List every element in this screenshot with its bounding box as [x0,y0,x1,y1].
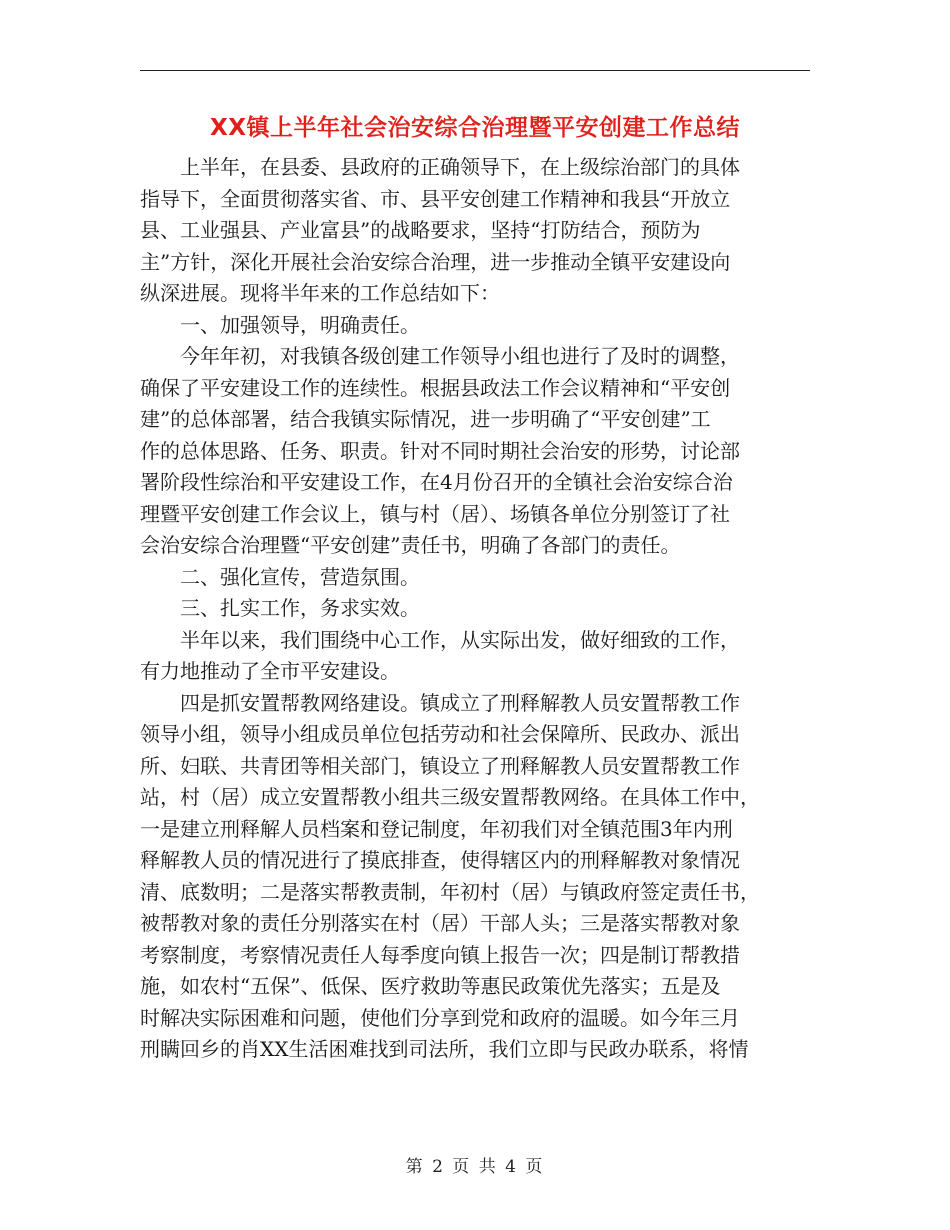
text-line: 时解决实际困难和问题，使他们分享到党和政府的温暖。如今年三月 [140,1005,740,1030]
text-line: 有力地推动了全市平安建设。 [140,659,400,683]
text-line: 所、妇联、共青团等相关部门，镇设立了刑释解教人员安置帮教工作 [140,753,740,778]
text-line: 一是建立刑释解人员档案和登记制度，年初我们对全镇范围3年内刑 [140,816,733,841]
text-line: 释解教人员的情况进行了摸底排查，使得辖区内的刑释解教对象情况 [140,848,740,872]
text-line: 半年以来，我们围绕中心工作，从实际出发，做好细致的工作， [180,627,740,652]
text-line: 署阶段性综治和平安建设工作，在4月份召开的全镇社会治安综合治 [140,470,733,494]
document-body [140,152,810,1066]
text-line: 二、强化宣传，营造氛围。 [180,564,420,589]
text-line: 考察制度，考察情况责任人每季度向镇上报告一次；四是制订帮教措 [140,942,740,967]
text-line: 领导小组，领导小组成员单位包括劳动和社会保障所、民政办、派出 [140,722,740,746]
paragraph-leadership [140,341,810,562]
section-heading-2 [140,562,810,594]
text-line: 一、加强领导，明确责任。 [180,312,420,337]
text-line: 会治安综合治理暨“平安创建”责任书，明确了各部门的责任。 [140,533,681,557]
text-line: 作的总体思路、任务、职责。针对不同时期社会治安的形势，讨论部 [140,438,740,463]
paragraph-resettlement [140,688,810,1066]
text-line: 三、扎实工作，务求实效。 [180,596,420,620]
text-line: 清、底数明；二是落实帮教责制，年初村（居）与镇政府签定责任书， [140,879,760,904]
text-line: 县、工业强县、产业富县”的战略要求，坚持“打防结合，预防为 [140,218,701,242]
text-line: 上半年，在县委、县政府的正确领导下，在上级综治部门的具体 [180,155,740,179]
document-title: XX镇上半年社会治安综合治理暨平安创建工作总结 [210,115,740,141]
text-line: 站，村（居）成立安置帮教小组共三级安置帮教网络。在具体工作中， [140,785,760,809]
text-line: 施，如农村“五保”、低保、医疗救助等惠民政策优先落实；五是及 [140,974,721,998]
paragraph-half-year [140,625,810,688]
text-line: 被帮教对象的责任分别落实在村（居）干部人头；三是落实帮教对象 [140,911,740,935]
paragraph-intro [140,152,810,310]
page-number-footer: 第 2 页 共 4 页 [405,1157,545,1177]
header-rule [140,70,810,71]
text-line: 确保了平安建设工作的连续性。根据县政法工作会议精神和“平安创 [140,375,731,400]
text-line: 刑瞒回乡的肖XX生活困难找到司法所，我们立即与民政办联系，将情 [140,1037,749,1061]
text-line: 纵深进展。现将半年来的工作总结如下： [140,281,500,305]
text-line: 今年年初，对我镇各级创建工作领导小组也进行了及时的调整， [180,344,740,368]
text-line: 主”方针，深化开展社会治安综合治理，进一步推动全镇平安建设向 [140,249,731,274]
text-line: 理暨平安创建工作会议上，镇与村（居）、场镇各单位分别签订了社 [140,501,730,526]
section-heading-3 [140,593,810,625]
section-heading-1 [140,310,810,342]
text-line: 四是抓安置帮教网络建设。镇成立了刑释解教人员安置帮教工作 [180,690,740,715]
text-line: 指导下，全面贯彻落实省、市、县平安创建工作精神和我县“开放立 [140,186,731,211]
text-line: 建”的总体部署，结合我镇实际情况，进一步明确了“平安创建”工 [140,407,711,431]
